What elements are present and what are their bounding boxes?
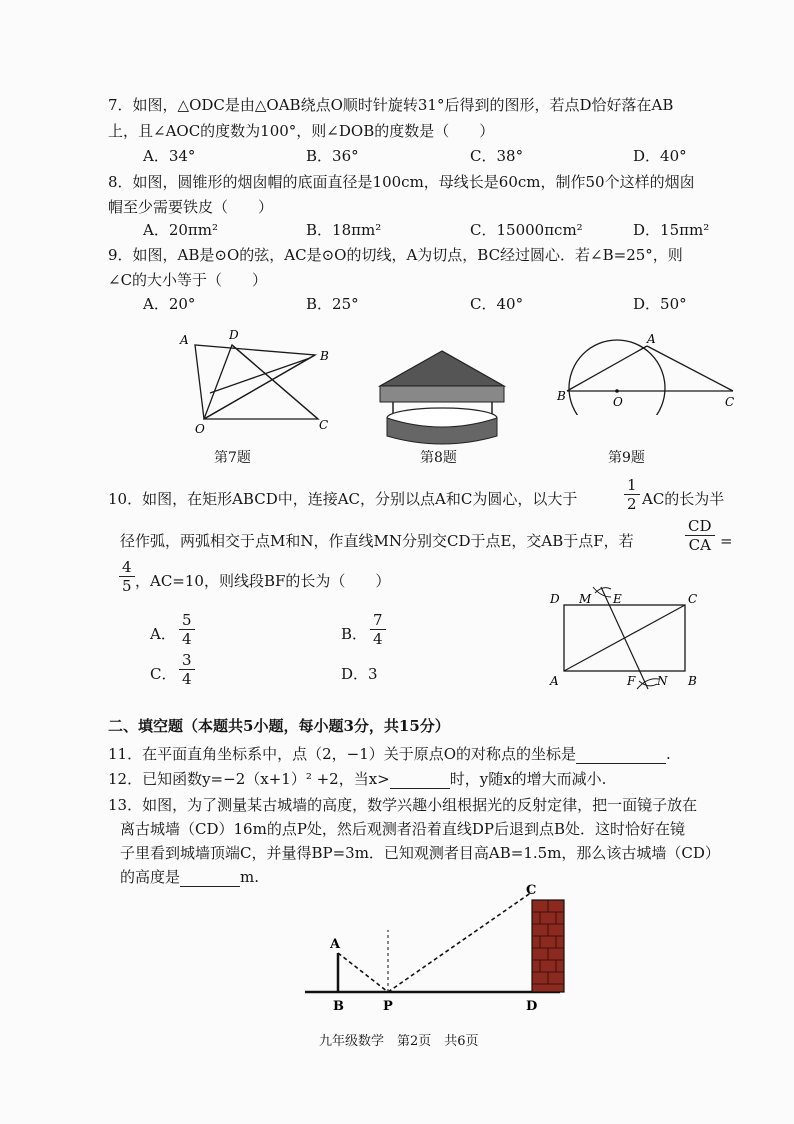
fraction-cd-over-ca: [685, 517, 715, 554]
q13-line4: [120, 867, 259, 887]
q7-option-b: B．36°: [306, 147, 359, 165]
page-footer: 九年级数学 第2页 共6页: [319, 1034, 479, 1049]
one-half-denominator: 2: [627, 495, 637, 513]
fig7-label-a: A: [180, 333, 189, 347]
q9-line1: 9．如图，AB是⊙O的弦，AC是⊙O的切线，A为切点，BC经过圆心．若∠B=25°，则: [108, 246, 683, 264]
figure-10: [543, 585, 713, 695]
fig13-label-d: D: [526, 999, 538, 1014]
q7-option-c: C．38°: [470, 147, 524, 165]
cone-cap: [380, 351, 504, 386]
fig7-label-c: C: [319, 418, 329, 432]
q10-line2a: 径作弧，两弧相交于点M和N，作直线MN分别交CD于点E，交AB于点F，若: [120, 532, 634, 550]
fig7-label-o: O: [195, 422, 205, 436]
option-c-numerator: 3: [179, 651, 195, 670]
q12-text-b: 时，y随x的增大而减小.: [449, 770, 607, 788]
figure-7: [170, 326, 340, 436]
q7-line1: 7．如图，△ODC是由△OAB绕点O顺时针旋转31°后得到的图形，若点D恰好落在AB: [108, 96, 674, 114]
fig9-label-o: O: [613, 395, 623, 409]
fig9-label-a: A: [647, 332, 656, 346]
option-c-denominator: 4: [182, 670, 192, 688]
q10-option-b-fraction: [370, 611, 386, 648]
caption-figure-9: 第9题: [608, 450, 645, 466]
cap-rim: [380, 386, 504, 402]
fig10-label-m: M: [579, 592, 592, 606]
q11-answer-blank[interactable]: [576, 747, 666, 764]
q8-option-b: B．18πm²: [306, 221, 382, 239]
q11-end: .: [666, 745, 671, 763]
q9-option-b: B．25°: [306, 295, 359, 313]
fig10-label-c: C: [688, 592, 698, 606]
four-fifths-numerator: 4: [119, 558, 135, 577]
figure-13: [300, 880, 580, 1015]
fig10-label-b: B: [688, 674, 697, 688]
line-ap: [338, 953, 388, 992]
fig10-label-e: E: [613, 592, 622, 606]
triangle-odc: [204, 345, 318, 419]
q8-option-d: D．15πm²: [633, 221, 710, 239]
one-half-numerator: 1: [624, 476, 640, 495]
q13-line1: 13．如图，为了测量某古城墙的高度，数学兴趣小组根据光的反射定律，把一面镜子放在: [108, 796, 698, 814]
fig10-label-a: A: [550, 674, 559, 688]
four-fifths-denominator: 5: [122, 577, 132, 595]
triangle-oab: [195, 345, 315, 419]
q10-line1a: 10．如图，在矩形ABCD中，连接AC，分别以点A和C为圆心，以大于: [108, 490, 578, 508]
q9-option-d: D．50°: [633, 295, 687, 313]
option-a-denominator: 4: [182, 630, 192, 648]
figure-9: [555, 330, 740, 415]
line-mn: [601, 587, 648, 689]
q8-option-c: C．15000πcm²: [470, 221, 583, 239]
fig13-label-p: P: [383, 999, 393, 1014]
q9-option-c: C．40°: [470, 295, 524, 313]
caption-figure-7: 第7题: [214, 450, 251, 466]
q8-option-a: A．20πm²: [143, 221, 219, 239]
q13-answer-blank[interactable]: [180, 870, 240, 887]
q9-line2: ∠C的大小等于（ ）: [108, 271, 268, 289]
q12-text-a: 12．已知函数y=−2（x+1）² +2，当x>: [108, 770, 390, 788]
q8-line2: 帽至少需要铁皮（ ）: [108, 198, 274, 216]
q7-option-d: D．40°: [633, 147, 687, 165]
q13-line3: 子里看到城墙顶端C，并量得BP=3m．已知观测者目高AB=1.5m，那么该古城墙（CD）: [120, 844, 720, 862]
q10-option-a-label: A．: [150, 625, 176, 643]
fig13-label-c: C: [526, 883, 537, 898]
section-2-heading: 二、填空题（本题共5小题，每小题3分，共15分）: [108, 717, 450, 735]
q8-line1: 8．如图，圆锥形的烟囱帽的底面直径是100cm，母线长是60cm，制作50个这样的烟囱: [108, 173, 695, 191]
fig13-label-a: A: [330, 937, 341, 952]
fig9-label-c: C: [725, 395, 735, 409]
fig9-label-b: B: [557, 389, 566, 403]
option-b-denominator: 4: [373, 630, 383, 648]
fig10-label-d: D: [550, 592, 560, 606]
q7-option-a: A．34°: [143, 147, 196, 165]
cd-numerator: CD: [685, 517, 715, 536]
q10-equals: =: [720, 532, 733, 550]
caption-figure-8: 第8题: [420, 450, 457, 466]
option-b-numerator: 7: [370, 611, 386, 630]
fig10-label-f: F: [627, 674, 636, 688]
q12-question: [108, 769, 606, 789]
fig13-label-b: B: [333, 999, 344, 1014]
q7-line2: 上，且∠AOC的度数为100°，则∠DOB的度数是（ ）: [108, 122, 495, 140]
fig7-label-d: D: [229, 328, 239, 342]
fraction-four-fifths: [119, 558, 135, 595]
q10-option-c-label: C．: [150, 665, 177, 683]
fraction-one-half: [624, 476, 640, 513]
fig10-label-n: N: [657, 674, 668, 688]
q11-text: 11．在平面直角坐标系中，点（2，−1）关于原点O的对称点的坐标是: [108, 745, 577, 763]
fig7-label-b: B: [320, 349, 329, 363]
line-pc: [388, 892, 532, 992]
q10-option-c-fraction: [179, 651, 195, 688]
q10-option-d: D．3: [341, 665, 378, 683]
q12-answer-blank[interactable]: [390, 772, 450, 789]
q10-option-a-fraction: [179, 611, 195, 648]
option-a-numerator: 5: [179, 611, 195, 630]
q9-option-a: A．20°: [143, 295, 196, 313]
q13-text-b: m.: [240, 868, 260, 886]
q13-text-a: 的高度是: [120, 868, 181, 886]
q11-question: [108, 744, 671, 764]
q10-line3: ，AC=10，则线段BF的长为（ ）: [135, 572, 391, 590]
q10-option-b-label: B．: [341, 625, 368, 643]
ca-denominator: CA: [688, 536, 711, 554]
q13-line2: 离古城墙（CD）16m的点P处，然后观测者沿着直线DP后退到点B处．这时恰好在镜: [120, 820, 686, 838]
q10-line1b: AC的长为半: [642, 490, 725, 508]
figure-8: [375, 348, 510, 448]
